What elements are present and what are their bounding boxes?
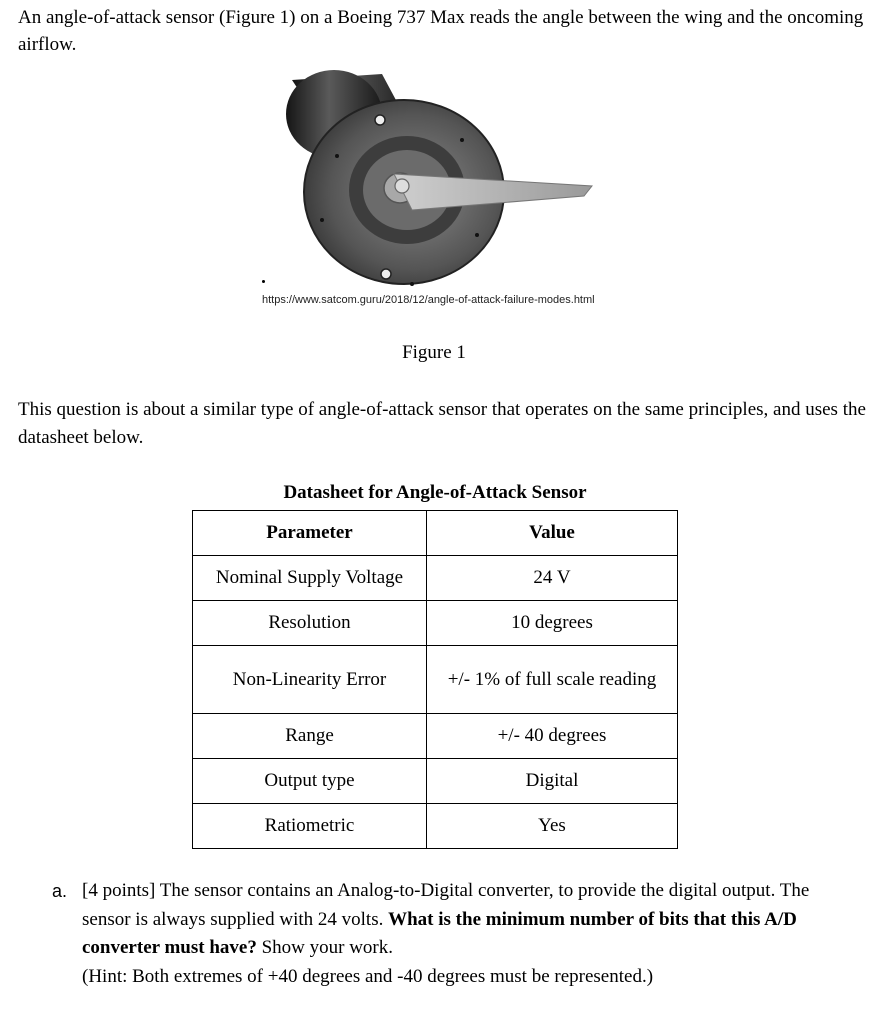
question-text: The sensor contains an Analog-to-Digital converter, to provide the digital output. The sensor is always supplied with 24 volts. bbox=[82, 880, 810, 930]
header-value: Value bbox=[427, 511, 678, 556]
question-after: Show your work. bbox=[261, 937, 394, 958]
figure-source-url: https://www.satcom.guru/2018/12/angle-of-attack-failure-modes.html bbox=[262, 294, 595, 306]
sensor-figure-image bbox=[262, 70, 602, 290]
row-parameter: Ratiometric bbox=[193, 804, 427, 849]
question-points: [4 points] bbox=[82, 880, 156, 901]
question-bold-prompt: What is the minimum number of bits that this A/D converter must have? bbox=[82, 908, 797, 958]
row-value: 24 V bbox=[427, 556, 678, 601]
header-parameter: Parameter bbox=[193, 511, 427, 556]
table-header-row bbox=[193, 511, 678, 556]
row-value: Yes bbox=[427, 804, 678, 849]
row-value: Digital bbox=[427, 759, 678, 804]
figure-caption: Figure 1 bbox=[402, 342, 466, 363]
row-parameter: Range bbox=[193, 714, 427, 759]
intro-paragraph: An angle-of-attack sensor (Figure 1) on a Boeing 737 Max reads the angle between the wing and the oncoming airflow. bbox=[18, 7, 864, 55]
row-value: 10 degrees bbox=[427, 601, 678, 646]
question-body bbox=[82, 877, 852, 991]
context-paragraph: This question is about a similar type of angle-of-attack sensor that operates on the same principles, and uses the datasheet below. bbox=[18, 399, 866, 448]
bullet-dot bbox=[262, 280, 265, 283]
datasheet-table bbox=[192, 510, 678, 849]
datasheet-title: Datasheet for Angle-of-Attack Sensor bbox=[283, 482, 587, 503]
table-row bbox=[193, 714, 678, 759]
question-letter: a. bbox=[52, 881, 68, 901]
table-row bbox=[193, 759, 678, 804]
row-parameter: Nominal Supply Voltage bbox=[193, 556, 427, 601]
table-row bbox=[193, 646, 678, 714]
row-parameter: Resolution bbox=[193, 601, 427, 646]
question-hint: (Hint: Both extremes of +40 degrees and -40 degrees must be represented.) bbox=[82, 965, 654, 987]
table-row bbox=[193, 601, 678, 646]
table-row bbox=[193, 556, 678, 601]
row-value: +/- 1% of full scale reading bbox=[427, 646, 678, 714]
row-value: +/- 40 degrees bbox=[427, 714, 678, 759]
question-a bbox=[52, 877, 852, 991]
table-row bbox=[193, 804, 678, 849]
row-parameter: Non-Linearity Error bbox=[193, 646, 427, 714]
row-parameter: Output type bbox=[193, 759, 427, 804]
